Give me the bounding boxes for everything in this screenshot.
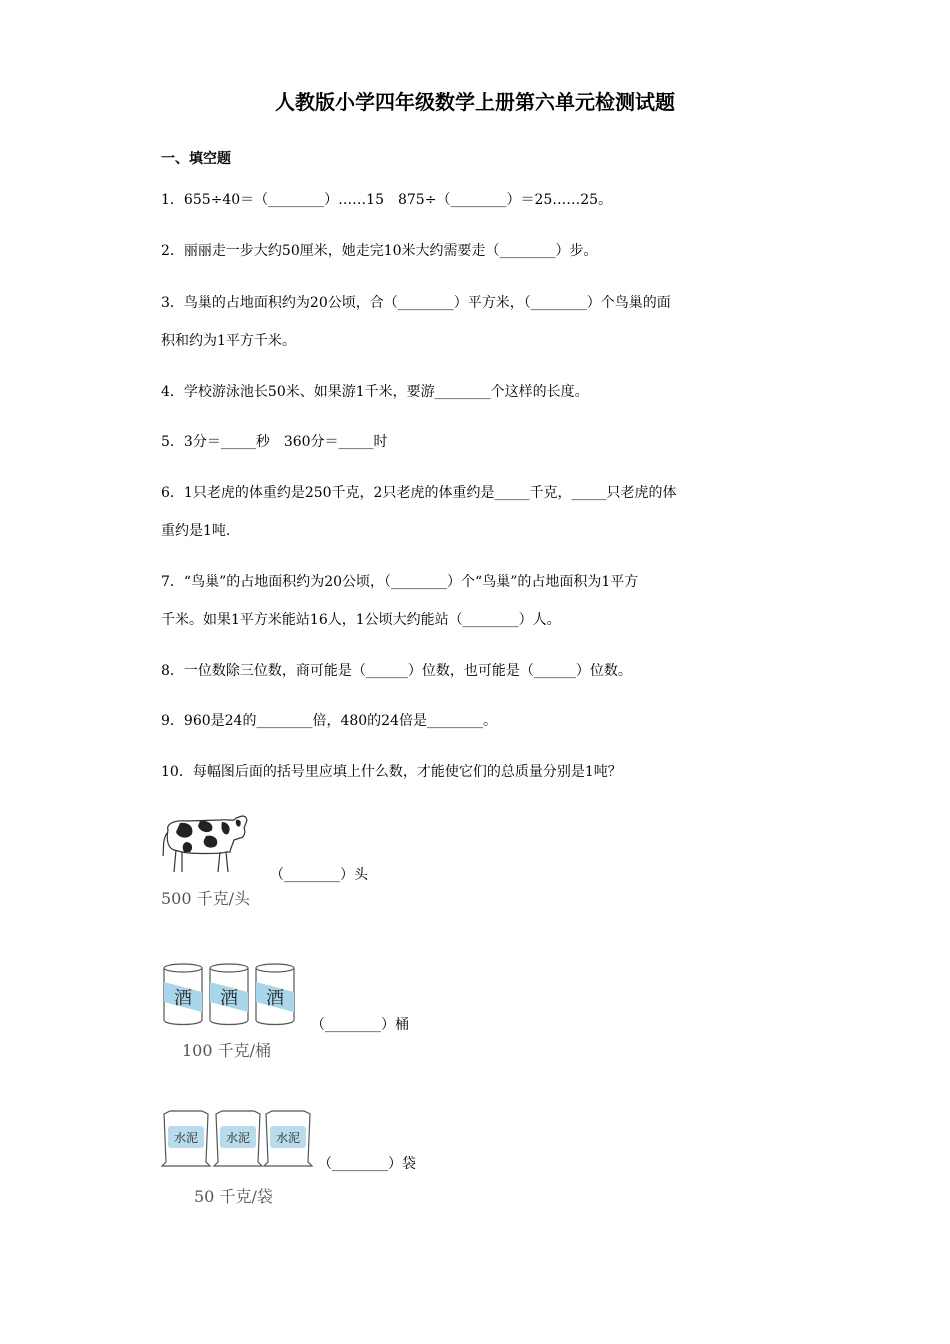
barrel-label: 酒 xyxy=(220,988,238,1009)
bag-label: 水泥 xyxy=(173,1131,199,1145)
question-6 xyxy=(161,474,791,550)
bag-label: 水泥 xyxy=(275,1131,301,1145)
barrel xyxy=(164,964,202,1025)
question-text: 10．每幅图后面的括号里应填上什么数，才能使它们的总质量分别是1吨？ xyxy=(161,764,622,780)
question-text-continued: 积和约为1平方千米。 xyxy=(161,333,296,349)
barrel-label: 酒 xyxy=(266,988,284,1009)
page-title: 人教版小学四年级数学上册第六单元检测试题 xyxy=(275,90,675,114)
cow-weight-caption: 500 千克/头 xyxy=(161,889,251,908)
bag-label: 水泥 xyxy=(225,1131,251,1145)
bag-answer: （________）袋 xyxy=(318,1156,416,1172)
question-7 xyxy=(161,563,791,639)
cement-bag xyxy=(264,1111,312,1166)
question-text: 2．丽丽走一步大约50厘米，她走完10米大约需要走（________）步。 xyxy=(161,243,598,259)
barrel-weight-caption: 100 千克/桶 xyxy=(182,1041,272,1060)
question-5 xyxy=(161,423,791,461)
barrel-answer: （________）桶 xyxy=(311,1017,409,1033)
cement-bag xyxy=(214,1111,262,1166)
question-text-continued: 重约是1吨. xyxy=(161,523,231,539)
question-3 xyxy=(161,284,791,360)
question-text: 1．655÷40＝（________）……15 875÷（________）＝25……25。 xyxy=(161,192,613,208)
cow-answer: （________）头 xyxy=(270,867,368,883)
cow-illustration xyxy=(160,810,252,878)
question-text: 6．1只老虎的体重约是250千克，2只老虎的体重约是_____千克，_____只老虎的体 xyxy=(161,485,677,501)
question-text: 4．学校游泳池长50米、如果游1千米，要游________个这样的长度。 xyxy=(161,384,589,400)
question-9 xyxy=(161,702,791,740)
barrel xyxy=(210,964,248,1025)
question-1 xyxy=(161,181,791,219)
question-10 xyxy=(161,753,791,791)
question-text: 3．鸟巢的占地面积约为20公顷，合（________）平方米，（________）个鸟巢的面 xyxy=(161,295,671,311)
question-4 xyxy=(161,373,791,411)
question-text: 8．一位数除三位数，商可能是（______）位数，也可能是（______）位数。 xyxy=(161,663,632,679)
section-heading: 一、填空题 xyxy=(161,151,231,167)
question-text: 5．3分＝_____秒 360分＝_____时 xyxy=(161,434,388,450)
question-text: 9．960是24的________倍，480的24倍是________。 xyxy=(161,713,497,729)
question-2 xyxy=(161,232,791,270)
cement-bags-illustration xyxy=(158,1108,314,1170)
barrels-illustration xyxy=(160,962,300,1028)
barrel xyxy=(256,964,294,1025)
question-text-continued: 千米。如果1平方米能站16人，1公顷大约能站（________）人。 xyxy=(161,612,561,628)
question-8 xyxy=(161,652,791,690)
cement-bag xyxy=(162,1111,210,1166)
barrel-label: 酒 xyxy=(174,988,192,1009)
bag-weight-caption: 50 千克/袋 xyxy=(194,1187,273,1206)
question-text: 7．“鸟巢”的占地面积约为20公顷，（________）个“鸟巢”的占地面积为1平方 xyxy=(161,574,639,590)
